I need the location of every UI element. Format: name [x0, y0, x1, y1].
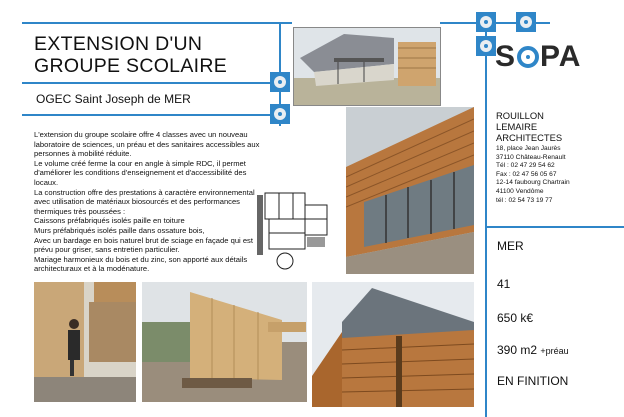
- client-subtitle: OGEC Saint Joseph de MER: [36, 92, 191, 106]
- fact-department: 41: [497, 277, 511, 291]
- description-paragraph: Caissons préfabriqués isolés paille en toiture: [34, 216, 185, 226]
- fact-status: EN FINITION: [497, 374, 569, 388]
- finished-building-photo: [312, 282, 474, 407]
- frame-line-lower-left: [22, 114, 280, 116]
- architect-line: ROUILLON: [496, 110, 544, 121]
- connector-node-icon: [476, 12, 496, 32]
- construction-photo-walls: [142, 282, 307, 402]
- description-paragraph: L'extension du groupe scolaire offre 4 classes avec un nouveau laboratoire de sciences, un préau et des sanitaires accessibles aux personnes à mobilité réduite.: [34, 130, 260, 159]
- title-line-1: EXTENSION D'UN: [34, 33, 203, 55]
- rendering-image: [293, 27, 441, 106]
- address-line: Fax : 02 47 56 05 67: [496, 170, 557, 178]
- fact-area-suffix: +préau: [540, 346, 569, 356]
- description-paragraph: Avec un bardage en bois naturel brut de sciage en façade qui est prévu pour griser, sans entretien particulier.: [34, 235, 253, 255]
- frame-line-vertical-right: [485, 22, 487, 417]
- construction-photo-workers: [34, 282, 136, 402]
- frame-line-mid-left: [22, 82, 280, 84]
- description-paragraph: Murs préfabriqués isolés paille dans ossature bois,: [34, 225, 205, 235]
- description-paragraph: Mariage harmonieux du bois et du zinc, son apporté aux détails architecturaux et à la modénature.: [34, 254, 248, 274]
- architect-line: LEMAIRE: [496, 121, 538, 132]
- description-paragraph: Le volume créé ferme la cour en angle à simple RDC, il permet d'améliorer les conditions d'enseignement et d'accessibilité des locaux.: [34, 158, 247, 187]
- architect-name: [496, 110, 624, 143]
- description-paragraph: La construction offre des prestations à caractère environnemental avec utilisation de matériaux biosourcés et des performances thermiques très poussées :: [34, 187, 255, 216]
- architect-address: [496, 145, 624, 205]
- floor-plan: [255, 185, 333, 275]
- connector-node-icon: [516, 12, 536, 32]
- address-line: tél : 02 54 73 19 77: [496, 196, 553, 204]
- address-line: 37110 Château-Renault: [496, 153, 566, 161]
- logo-letter: S: [495, 40, 517, 73]
- fact-cost: 650 k€: [497, 311, 534, 325]
- frame-line-top-left: [22, 22, 292, 24]
- connector-node-icon: [476, 36, 496, 56]
- sopa-logo: [495, 40, 581, 74]
- facade-photo: [346, 107, 474, 274]
- fact-city: MER: [497, 239, 524, 253]
- logo-o-icon: [517, 46, 539, 68]
- title-line-2: GROUPE SCOLAIRE: [34, 55, 228, 77]
- address-line: 18, place Jean Jaurès: [496, 145, 561, 152]
- address-line: 12-14 faubourg Chartrain: [496, 179, 570, 187]
- connector-node-icon: [270, 104, 290, 124]
- logo-letters: PA: [540, 40, 582, 73]
- project-description: [34, 130, 266, 274]
- fact-area-value: 390 m2: [497, 343, 538, 357]
- page-title: [34, 33, 274, 77]
- architect-line: ARCHITECTES: [496, 132, 563, 143]
- address-line: 41100 Vendôme: [496, 187, 544, 195]
- frame-line-right-divider: [485, 226, 624, 228]
- fact-area: [497, 343, 569, 357]
- address-line: Tél : 02 47 29 54 62: [496, 162, 555, 170]
